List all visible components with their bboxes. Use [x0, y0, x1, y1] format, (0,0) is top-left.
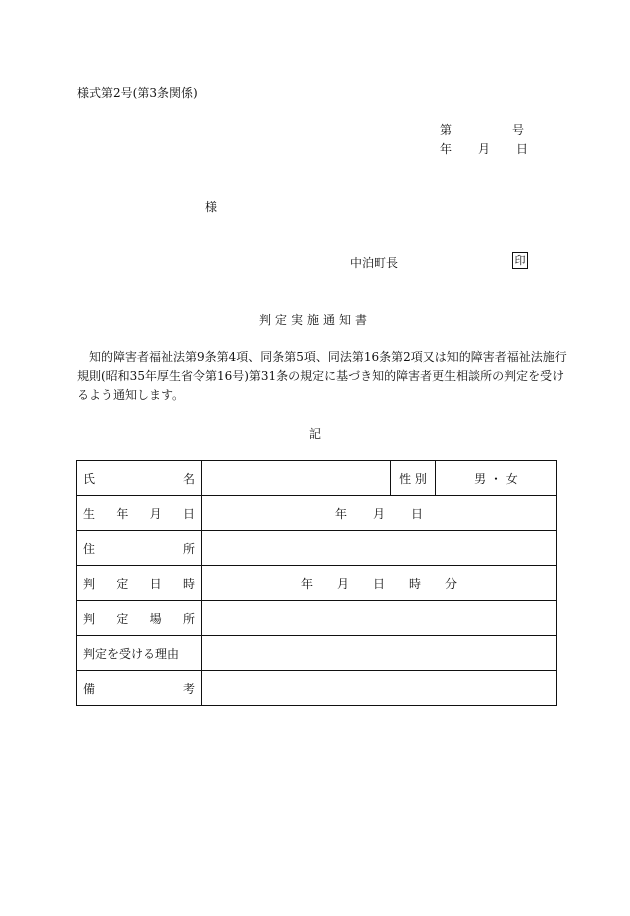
table-row	[77, 531, 557, 566]
name-field[interactable]	[202, 461, 391, 496]
issuer: 中泊町長	[350, 256, 399, 270]
place-field[interactable]	[202, 601, 557, 636]
remarks-label: 備 考	[77, 671, 202, 706]
datetime-field[interactable]: 年 月 日 時 分	[202, 566, 557, 601]
issue-date	[440, 140, 528, 157]
gender-label: 性 別	[391, 461, 436, 496]
table-row	[77, 461, 557, 496]
place-label: 判 定 場 所	[77, 601, 202, 636]
birth-field[interactable]: 年 月 日	[202, 496, 557, 531]
body-line-2: 規則(昭和35年厚生省令第16号)第31条の規定に基づき知的障害者更生相談所の判定を受け	[77, 369, 565, 383]
body-paragraph	[77, 348, 567, 405]
birth-label: 生 年 月 日	[77, 496, 202, 531]
reason-label: 判定を受ける理由	[77, 636, 202, 671]
document-title: 判定実施通知書	[258, 313, 371, 327]
reason-field[interactable]	[202, 636, 557, 671]
date-month: 月	[478, 142, 491, 156]
seal-mark: 印	[512, 252, 528, 269]
remarks-field[interactable]	[202, 671, 557, 706]
form-number: 様式第2号(第3条関係)	[77, 86, 198, 100]
doc-number-prefix: 第	[440, 123, 453, 137]
table-row	[77, 636, 557, 671]
gender-options[interactable]: 男 ・ 女	[436, 461, 557, 496]
table-row	[77, 496, 557, 531]
name-label: 氏 名	[77, 461, 202, 496]
datetime-label: 判 定 日 時	[77, 566, 202, 601]
address-label: 住 所	[77, 531, 202, 566]
doc-number-suffix: 号	[512, 123, 525, 137]
table-row	[77, 601, 557, 636]
table-row	[77, 566, 557, 601]
date-day: 日	[516, 142, 529, 156]
addressee-suffix: 様	[205, 200, 218, 214]
date-year: 年	[440, 142, 453, 156]
body-line-1: 知的障害者福祉法第9条第4項、同条第5項、同法第16条第2項又は知的障害者福祉法施行	[77, 350, 567, 364]
notification-form-table	[76, 460, 557, 706]
ki-heading: 記	[308, 427, 321, 441]
body-line-3: るよう通知します。	[77, 388, 185, 402]
address-field[interactable]	[202, 531, 557, 566]
table-row	[77, 671, 557, 706]
document-number	[440, 121, 524, 138]
